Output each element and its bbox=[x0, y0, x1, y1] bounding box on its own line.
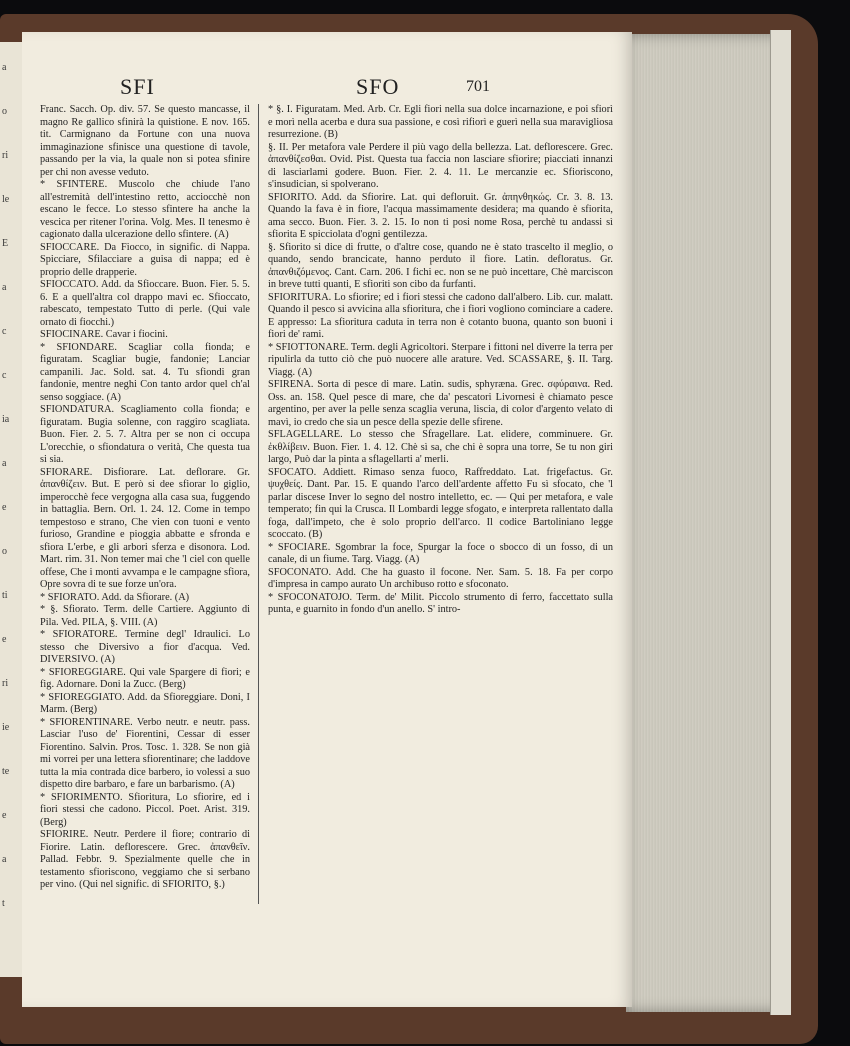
previous-page-fragment: a bbox=[2, 458, 7, 469]
dictionary-entry: * SFOCIARE. Sgombrar la foce, Spurgar la foce o sbocco di un fosso, di un canale, di un fiume. Targ. Viagg. (A) bbox=[268, 541, 613, 565]
dictionary-entry: SFIORIRE. Neutr. Perdere il fiore; contrario di Fiorire. Latin. deflorescere. Grec. ἀπανθεῖν. Pallad. Febbr. 9. Spezialmente quelle che in testamento sfioriscono, veggiamo che si serbano per vino. (Qui nel signific. di SFIORITO, §.) bbox=[40, 829, 250, 890]
page-edges-outer bbox=[770, 30, 791, 1015]
previous-page-fragment: ri bbox=[2, 678, 9, 689]
dictionary-entry: SFIRENA. Sorta di pesce di mare. Latin. sudis, sphyræna. Grec. σφύραινα. Red. Oss. an. 158. Quel pesce di mare, che da' pescatori Livornesi è chiamato pesce argentino, per aver la pelle senza scaglia veruna, liscia, di color d'argento velato di mavì, io credo che sia un pesce della spezie delle sfirene. bbox=[268, 379, 613, 428]
dictionary-entry: * SFIORENTINARE. Verbo neutr. e neutr. pass. Lasciar l'uso de' Fiorentini, Cessar di esser Fiorentino. Salvin. Pros. Tosc. 1. 328. Se non già mi vorrei per una lettera sfiorentinare; che laddove tutta la mia contrada dice barbero, io volessi a suo dispetto dire barbaro, e fare un barbarismo. (A) bbox=[40, 716, 250, 790]
dictionary-entry: * SFIOREGGIATO. Add. da Sfioreggiare. Doni, I Marm. (Berg) bbox=[40, 691, 250, 715]
running-head-left: SFI bbox=[120, 74, 155, 99]
dictionary-entry: * SFIORIMENTO. Sfioritura, Lo sfiorire, ed i fiori stessi che cadono. Piccol. Poet. Arist. 319. (Berg) bbox=[40, 791, 250, 828]
previous-page-fragment: E bbox=[2, 238, 9, 249]
previous-page-fragment: e bbox=[2, 502, 7, 513]
previous-page-fragment: te bbox=[2, 766, 10, 777]
dictionary-entry: * SFINTERE. Muscolo che chiude l'ano all'estremità dell'intestino retto, acciocchè non escano le fecce. Lo stesso sfintere ha anche la vescica per ritener l'orina. Volg. Mes. Il tenesmo è cagionato dalla ulcerazione dello sfintere. (A) bbox=[40, 179, 250, 240]
dictionary-entry: §. Sfiorito si dice di frutte, o d'altre cose, quando ne è stato trascelto il meglio, o quando, sendo brancicate, hanno perduto il fiore. Latin. defloratus. Gr. ἀπανθιζόμενος. Cant. Carn. 206. I fichi ec. non se ne può incettare, Chè marciscon in breve tutti quanti, E sfioriti son cibo da furfanti. bbox=[268, 241, 613, 290]
dictionary-entry: SFOCATO. Addiett. Rimaso senza fuoco, Raffreddato. Lat. frigefactus. Gr. ψυχθείς. Dant. Par. 15. E quando l'arco dell'ardente affetto Fu sì sfocato, che 'l parlar discese Inver lo segno del nostro intelletto, ec. — Qui per metafora, e vale temperato; fin qui la Crusca. Il Lombardi legge sfogato, e interpreta rallentato dalla foga, dall'impeto, che è solo proprio dell'arco. Il codice Bartoliniano legge scoccato. (B) bbox=[268, 466, 613, 540]
previous-page-fragment: ia bbox=[2, 414, 10, 425]
page-number: 701 bbox=[466, 78, 490, 95]
right-column bbox=[268, 104, 613, 617]
previous-page-fragment: a bbox=[2, 62, 7, 73]
dictionary-entry: * SFIOTTONARE. Term. degli Agricoltori. Sterpare i fittoni nel diverre la terra per ripulirla da tutto ciò che può nuocere alle arature. Ved. SCASSARE, §. II. Targ. Viagg. (A) bbox=[268, 341, 613, 378]
previous-page-fragment: o bbox=[2, 106, 7, 117]
dictionary-entry: SFIORITO. Add. da Sfiorire. Lat. qui defloruit. Gr. ἀπηνθηκώς. Cr. 3. 8. 13. Quando la fava è in fiore, l'acqua massimamente desidera; ma quando è sfiorita, ama secco. Buon. Fier. 3. 2. 15. Io non ti posi nome Rosa, perchè tu andassi sì sfiorita E spicciolata d'ogni gentilezza. bbox=[268, 191, 613, 240]
previous-page-fragment: e bbox=[2, 810, 7, 821]
dictionary-entry: SFLAGELLARE. Lo stesso che Sfragellare. Lat. elidere, comminuere. Gr. ἐκθλίβειν. Buon. Fier. 1. 4. 12. Chè sì sa, che chi è sopra una torre, Se tu non giri largo, Può dar la pinta a sflagellarti a' merli. bbox=[268, 429, 613, 465]
dictionary-entry: SFIOCCATO. Add. da Sfioccare. Buon. Fier. 5. 5. 6. E a quell'altra col drappo mavi ec. Sfioccato, rabescato, tempestato Tutto di perle. (Qui vale ornato di fiocchi.) bbox=[40, 279, 250, 328]
dictionary-entry: SFIONDATURA. Scagliamento colla fionda; e figuratam. Bugia solenne, con raggiro scagliata. Buon. Fier. 2. 5. 7. Altra per se non ci occupa L'orecchie, o sfiondatura o verità, Che questa tua si sia. bbox=[40, 404, 250, 465]
previous-page-fragment: t bbox=[2, 898, 5, 909]
previous-page-fragment: le bbox=[2, 194, 10, 205]
dictionary-entry: SFIOCINARE. Cavar i fiocini. bbox=[40, 329, 168, 340]
previous-page-fragment: a bbox=[2, 854, 7, 865]
previous-page-fragment: ie bbox=[2, 722, 10, 733]
dictionary-entry: * SFIOREGGIARE. Qui vale Spargere di fiori; e fig. Adornare. Doni la Zucc. (Berg) bbox=[40, 666, 250, 690]
dictionary-entry: SFIORARE. Disfiorare. Lat. deflorare. Gr. ἀπανθίζειν. But. E però si dee sfiorar lo giglio, imperocchè fece vergogna alla casa sua, fuggendo in battaglia. Bern. Orl. 1. 24. 12. Come in tempo tempestoso e strano, Che vien con tuoni e vento furioso, Grandine e pioggia abbatte e sfronda e sfiora L'erbe, e gli arbori sferza e disonora. Lod. Mart. rim. 31. Non temer mai che 'l ciel con quelle offese, Che i monti avvampa e le campagne sfiora, Opre sovra di te sue forze un'ora. bbox=[40, 466, 250, 590]
dictionary-entry: * §. I. Figuratam. Med. Arb. Cr. Egli fiori nella sua dolce incarnazione, e poi sfiorì e morì nella acerba e dura sua passione, e così rifiorì e guerì nella sua maravigliosa resurrezione. (B) bbox=[268, 104, 613, 140]
running-head-right: SFO bbox=[356, 74, 400, 99]
dictionary-entry: * SFIORATO. Add. da Sfiorare. (A) bbox=[40, 591, 190, 603]
page-edges bbox=[626, 34, 786, 1012]
dictionary-entry: * §. Sfiorato. Term. delle Cartiere. Aggiunto di Pila. Ved. PILA, §. VIII. (A) bbox=[40, 604, 250, 628]
previous-page-fragment: e bbox=[2, 634, 7, 645]
previous-page-fragment: o bbox=[2, 546, 7, 557]
dictionary-entry: * SFIORATORE. Termine degl' Idraulici. Lo stesso che Diversivo a fior d'acqua. Ved. DIVERSIVO. (A) bbox=[40, 629, 250, 665]
previous-page-fragment: a bbox=[2, 282, 7, 293]
previous-page-edge bbox=[0, 42, 23, 977]
previous-page-fragment: c bbox=[2, 326, 7, 337]
dictionary-entry: * SFIONDARE. Scagliar colla fionda; e figuratam. Scagliar bugie, fandonie; Lanciar campanili. Jac. Sold. sat. 4. Tu sfiondi gran fandonie, mentre neghi Con tanto ardor quel ch'al senso soggiace. (A) bbox=[40, 341, 250, 403]
left-column bbox=[40, 104, 250, 892]
previous-page-fragment: c bbox=[2, 370, 7, 381]
column-divider bbox=[258, 104, 259, 904]
dictionary-entry: Franc. Sacch. Op. div. 57. Se questo mancasse, il magno Re gallico sfinirà la quistione. E nov. 165. tit. Carmignano da Fortune con una nuova immaginazione sfinisce una questione di tavole, passando per la via, la quale non si potea sfinire per chi non avesse veduto. bbox=[40, 104, 250, 178]
dictionary-entry: SFOCONATO. Add. Che ha guasto il focone. Ner. Sam. 5. 18. Fa per corpo d'impresa in campo aurato Un archibuso rotto e sfoconato. bbox=[268, 566, 613, 590]
dictionary-entry: * SFOCONATOJO. Term. de' Milit. Piccolo strumento di ferro, faccettato sulla punta, e guarnito in fondo d'un anello. S' intro- bbox=[268, 591, 613, 615]
dictionary-entry: SFIORITURA. Lo sfiorire; ed i fiori stessi che cadono dall'albero. Lib. cur. malatt. Quando il pesco si avvicina alla sfioritura, che i fiori vogliono cominciare a cadere. E appresso: La sfioritura caduta in terra non è cotanto buona, quanto son buoni i fiori de' rami. bbox=[268, 291, 613, 340]
dictionary-entry: SFIOCCARE. Da Fiocco, in signific. di Nappa. Spicciare, Sfilacciare a guisa di nappa; ed è proprio delle drapperie. bbox=[40, 241, 250, 278]
previous-page-fragment: ri bbox=[2, 150, 9, 161]
previous-page-fragment: ti bbox=[2, 590, 8, 601]
dictionary-entry: §. II. Per metafora vale Perdere il più vago della bellezza. Lat. deflorescere. Grec. ἀπανθίζεσθαι. Ovid. Pist. Questa tua faccia non lasciare sfiorire; piacciati innanzi di lasciarlami godere. Buon. Fier. 2. 4. 11. Le mercanzie ec. Sfioriscono, s'insudician, si spolverano. bbox=[268, 141, 613, 190]
